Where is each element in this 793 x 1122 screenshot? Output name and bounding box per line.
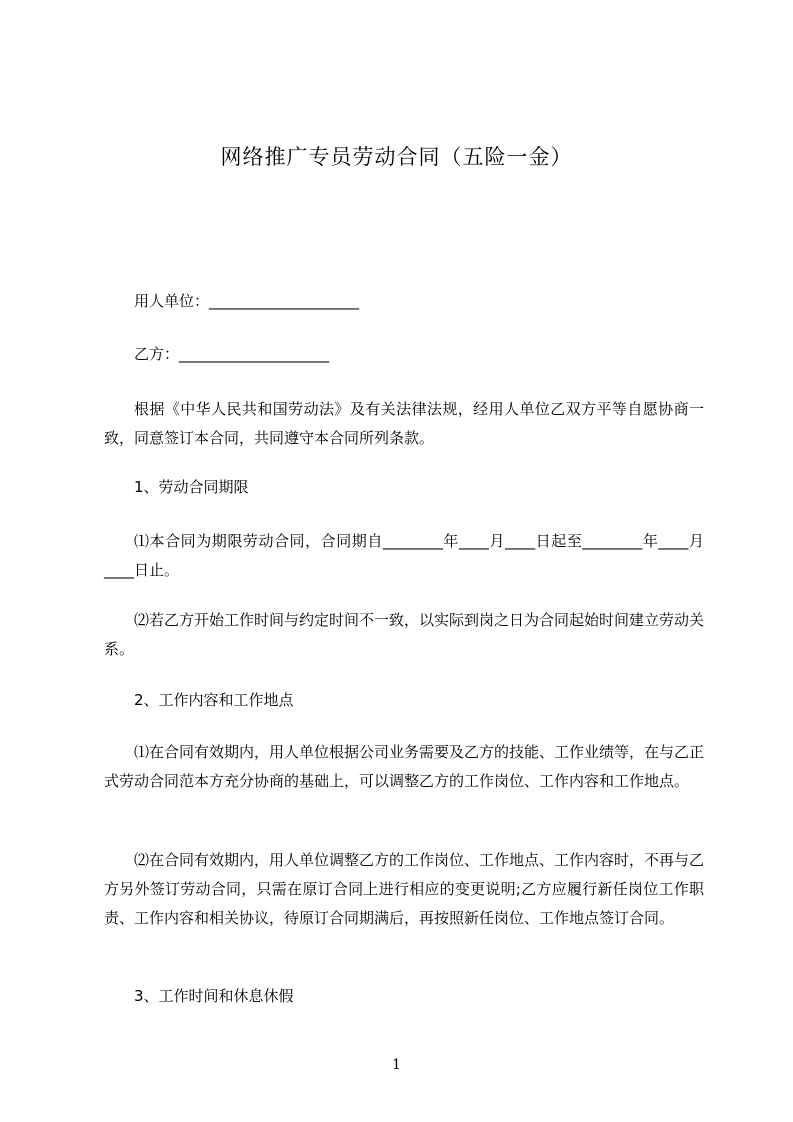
employer-field-line: 用人单位：____________________ [134,292,360,310]
clause-job-change-procedure: ⑵在合同有效期内，用人单位调整乙方的工作岗位、工作地点、工作内容时，不再与乙方另外签订劳动合同，只需在原订合同上进行相应的变更说明;乙方应履行新任岗位工作职责、工作内容和相关协议，待原订合同期满后，再按照新任岗位、工作地点签订合同。 [104,851,705,927]
section-heading-work-content: 2、工作内容和工作地点 [134,691,294,709]
intro-paragraph: 根据《中华人民共和国劳动法》及有关法律法规，经用人单位乙双方平等自愿协商一致，同意签订本合同，共同遵守本合同所列条款。 [104,400,704,447]
document-title: 网络推广专员劳动合同（五险一金） [220,145,573,169]
page-number: 1 [392,1057,401,1073]
clause-start-date: ⑵若乙方开始工作时间与约定时间不一致，以实际到岗之日为合同起始时间建立劳动关系。 [104,611,705,658]
section-heading-working-hours: 3、工作时间和休息休假 [134,987,294,1005]
section-heading-term: 1、劳动合同期限 [134,478,249,496]
party-b-field-line: 乙方：____________________ [134,345,330,363]
clause-term-period: ⑴本合同为期限劳动合同，合同期自________年____月____日起至________年____月____日止。 [104,532,704,579]
clause-job-adjustment: ⑴在合同有效期内，用人单位根据公司业务需要及乙方的技能、工作业绩等，在与乙正式劳动合同范本方充分协商的基础上，可以调整乙方的工作岗位、工作内容和工作地点。 [104,743,705,790]
